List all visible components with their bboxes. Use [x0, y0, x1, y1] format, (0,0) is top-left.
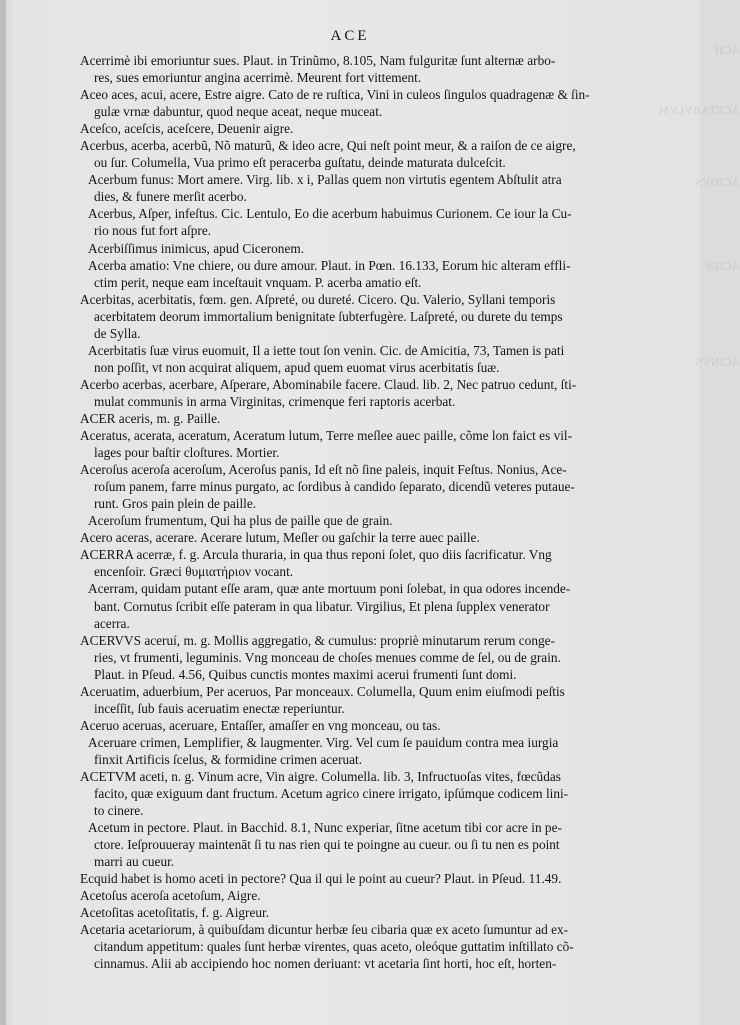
dictionary-entry: [80, 921, 600, 972]
entry-line: ctore. Ieſprouueray maintenāt ſi tu nas rien qui te poingne au cueur. ou ſi tu nen es point: [94, 837, 560, 853]
dictionary-entry: [80, 342, 600, 376]
entry-line: ACERRA acerræ, f. g. Arcula thuraria, in qua thus reponi ſolet, quo diis ſacrificatur. Vng: [80, 547, 552, 563]
bleed-line: ACH: [714, 43, 740, 57]
entry-line: citandum appetitum: quales ſunt herbæ virentes, quas aceto, oleóque guttatim inſtillato cõ-: [94, 939, 574, 955]
running-head: ACE: [330, 28, 370, 44]
dictionary-entry: [80, 410, 600, 427]
dictionary-entry: [80, 529, 600, 546]
dictionary-entry: [80, 137, 600, 171]
entry-line: rio nous fut fort aſpre.: [94, 223, 212, 239]
entry-line: non poſſit, vt non acquirat aliquem, apud quem euomat virus acerbitatis ſuæ.: [94, 359, 500, 375]
entry-line: Aceratus, acerata, aceratum, Aceratum lutum, Terre meſlee auec paille, cõme lon faict es vil-: [80, 428, 573, 444]
dictionary-entry: [80, 546, 600, 580]
entry-line: ou ſur. Columella, Vua primo eſt peracerba guſtatu, deinde maturata dulceſcit.: [94, 155, 506, 171]
dictionary-entry: [80, 205, 600, 239]
dictionary-entry: [80, 120, 600, 137]
entry-line: Acerbus, Aſper, infeſtus. Cic. Lentulo, Eo die acerbum habuimus Curionem. Ce iour la Cu-: [88, 206, 572, 222]
dictionary-entry: [80, 887, 600, 904]
entry-line: ACER aceris, m. g. Paille.: [80, 410, 221, 426]
entry-line: Acetaria acetariorum, à quibuſdam dicuntur herbæ ſeu cibaria quæ ex aceto ſumuntur ad ex-: [80, 922, 569, 938]
entry-line: Acerba amatio: Vne chiere, ou dure amour. Plaut. in Pœn. 16.133, Eorum hic alteram effli-: [88, 257, 571, 273]
entry-line: acerbitatem deorum immortalium benignitate ſubterfugère. Laſpreté, ou durete du temps: [94, 308, 563, 324]
dictionary-entry: [80, 291, 600, 342]
entry-line: Acerbus, acerba, acerbũ, Nõ maturũ, & ideo acre, Qui neſt point meur, & a raiſon de ce aigre,: [80, 138, 576, 154]
dictionary-entry: [80, 904, 600, 921]
entry-line: facito, quæ exiguum dant fructum. Acetum agrico cinere irrigato, ipſúmque codicem lini-: [94, 786, 569, 802]
dictionary-entry: [80, 376, 600, 410]
entry-line: Acetum in pectore. Plaut. in Bacchid. 8.1, Nunc experiar, ſitne acetum tibi cor acre in pe-: [88, 820, 562, 836]
entry-line: Aceruare crimen, Lemplifier, & laugmenter. Virg. Vel cum ſe pauidum contra mea iurgia: [88, 734, 559, 750]
bleed-line: ACIES: [705, 259, 740, 273]
entry-line: mulat communis in arma Virginitas, crimenque feri raptoris acerbat.: [94, 393, 456, 409]
entry-line: roſum panem, farre minus purgato, ac ſordibus à candido ſeparato, dicendũ veteres putaue-: [94, 479, 575, 495]
bleed-line: ACIDVS: [695, 175, 740, 189]
entry-line: Acerbitas, acerbitatis, fœm. gen. Aſpreté, ou dureté. Cicero. Qu. Valerio, Syllani temporis: [80, 291, 556, 307]
dictionary-entry: [80, 683, 600, 717]
entry-line: Acerrimè ibi emoriuntur sues. Plaut. in Trinũmo, 8.105, Nam fulguritæ ſunt alternæ arbo-: [80, 53, 556, 68]
entry-line: lages pour baſtir cloſtures. Mortier.: [94, 445, 280, 461]
entry-line: ries, vt frumenti, leguminis. Vng monceau de choſes menues comme de ſel, ou de grain.: [94, 649, 561, 665]
entry-line: acerra.: [94, 615, 130, 631]
dictionary-text-block: [80, 52, 600, 973]
entry-line: inceſſit, ſub fauis aceruatim enectæ reperiuntur.: [94, 700, 345, 716]
entry-line: res, sues emoriuntur angina acerrimè. Meurent fort vittement.: [94, 70, 422, 86]
entry-line: ACETVM aceti, n. g. Vinum acre, Vin aigre. Columella. lib. 3, Infructuoſas vites, fœcũdas: [80, 768, 561, 784]
dictionary-entry: [80, 632, 600, 683]
entry-line: cinnamus. Alii ab accipiendo hoc nomen deriuant: vt acetaria ſint horti, hoc eſt, horten-: [94, 956, 557, 972]
bleed-line: ACINVS: [695, 355, 740, 369]
entry-line: finxit Artificis ſcelus, & formidine crimen aceruat.: [94, 751, 363, 767]
entry-line: de Sylla.: [94, 325, 141, 341]
entry-line: bant. Cornutus ſcribit eſſe pateram in qua libatur. Virgilius, Et plena ſupplex venerator: [94, 598, 550, 614]
entry-line: Aceſco, aceſcis, aceſcere, Deuenir aigre.: [80, 121, 294, 137]
entry-line: Acetoſitas acetoſitatis, f. g. Aigreur.: [80, 905, 270, 921]
entry-line: marri au cueur.: [94, 854, 175, 870]
entry-line: Aceruatim, aduerbium, Per aceruos, Par monceaux. Columella, Quum enim eiuſmodi peſtis: [80, 683, 565, 699]
entry-line: Aceruo aceruas, aceruare, Entaſſer, amaſſer en vng monceau, ou tas.: [80, 717, 441, 733]
entry-line: Acerbitatis ſuæ virus euomuit, Il a iette tout ſon venin. Cic. de Amicitia, 73, Tamen is pati: [88, 342, 565, 358]
dictionary-entry: [80, 86, 600, 120]
dictionary-entry: [80, 870, 600, 887]
entry-line: Acero aceras, acerare. Acerare lutum, Meſler ou gaſchir la terre auec paille.: [80, 530, 480, 546]
entry-line: to cinere.: [94, 803, 144, 819]
entry-line: Acerbiſſimus inimicus, apud Ciceronem.: [88, 240, 305, 256]
entry-line: runt. Gros pain plein de paille.: [94, 496, 257, 512]
entry-line: Ecquid habet is homo aceti in pectore? Qua il qui le point au cueur? Plaut. in Pſeud. 11.49.: [80, 871, 562, 887]
entry-line: Acerram, quidam putant eſſe aram, quæ ante mortuum poni ſolebat, in qua odores incende-: [88, 581, 571, 597]
entry-line: Acetoſus aceroſa acetoſum, Aigre.: [80, 888, 261, 904]
entry-line: Plaut. in Pſeud. 4.56, Quibus cunctis montes maximi acerui frumenti ſunt domi.: [94, 666, 517, 682]
entry-line: Aceo aces, acui, acere, Estre aigre. Cato de re ruſtica, Vini in culeos ſingulos quadragenæ & ſin-: [80, 87, 590, 103]
entry-line: encenſoir. Græci θυμιατήριον vocant.: [94, 564, 294, 580]
entry-line: Acerbo acerbas, acerbare, Aſperare, Abominabile facere. Claud. lib. 2, Nec patruo cedunt, ſti-: [80, 376, 577, 392]
dictionary-entry: [80, 52, 600, 86]
dictionary-entry: [80, 768, 600, 819]
dictionary-entry: [80, 580, 600, 631]
entry-line: gulæ vrnæ dabuntur, quod neque aceat, neque muceat.: [94, 104, 383, 120]
entry-line: Aceroſum frumentum, Qui ha plus de paille que de grain.: [88, 513, 393, 529]
entry-line: Acerbum funus: Mort amere. Virg. lib. x i, Pallas quem non virtutis egentem Abſtulit atra: [88, 172, 562, 188]
entry-line: Aceroſus aceroſa aceroſum, Aceroſus panis, Id eſt nõ ſine paleis, inquit Feſtus. Nonius, Ace-: [80, 462, 567, 478]
dictionary-entry: [80, 734, 600, 768]
page-edge: [0, 0, 6, 1025]
dictionary-entry: [80, 240, 600, 257]
entry-line: ctim perit, neque eam inceſtauit vnquam. P. acerba amatio eſt.: [94, 274, 422, 290]
dictionary-entry: [80, 171, 600, 205]
dictionary-entry: [80, 257, 600, 291]
dictionary-entry: [80, 427, 600, 461]
entry-line: ACERVVS aceruí, m. g. Mollis aggregatio, & cumulus: propriè minutarum rerum conge-: [80, 632, 555, 648]
bleed-line: ACETABVLVM: [658, 103, 740, 117]
entry-line: dies, & funere merſit acerbo.: [94, 189, 247, 205]
dictionary-entry: [80, 461, 600, 512]
dictionary-entry: [80, 819, 600, 870]
dictionary-entry: [80, 512, 600, 529]
dictionary-entry: [80, 717, 600, 734]
